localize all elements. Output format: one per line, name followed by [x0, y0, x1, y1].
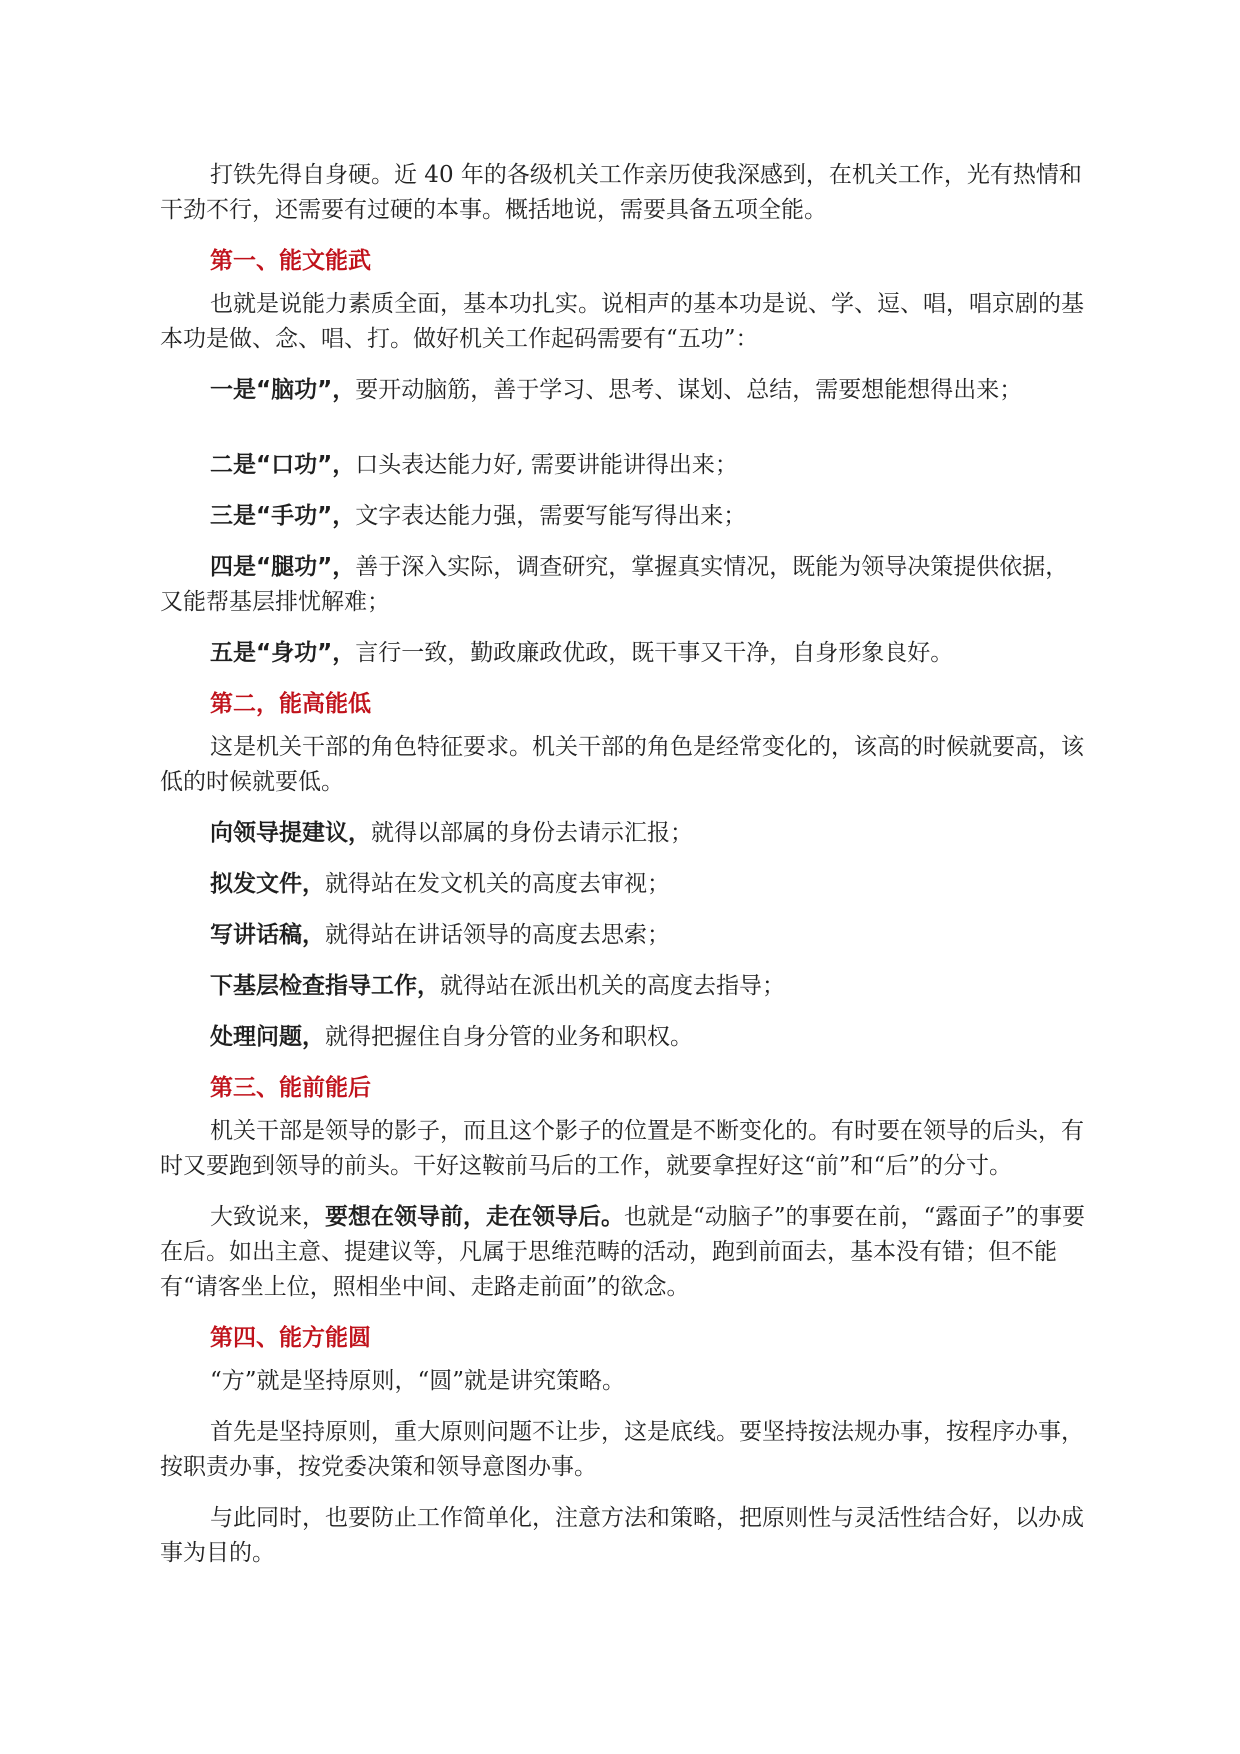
section-1-item-2 [160, 448, 1090, 483]
item-lead: 一是“脑功”， [210, 377, 356, 403]
item-text: 文字表达能力强，需要写能写得出来； [355, 503, 747, 529]
item-text: 要开动脑筋，善于学习、思考、谋划、总结，需要想能想得出来； [355, 377, 1023, 403]
item-lead: 三是“手功”， [210, 503, 356, 529]
section-1-paragraph: 也就是说能力素质全面，基本功扎实。说相声的基本功是说、学、逗、唱，唱京剧的基本功是做、念、唱、打。做好机关工作起码需要有“五功”： [160, 291, 1084, 352]
item-lead: 四是“腿功”， [210, 554, 356, 580]
section-1-item-1 [160, 373, 1090, 408]
para-text: 大致说来， [210, 1204, 325, 1230]
section-2-heading: 第二，能高能低 [210, 691, 371, 717]
section-2-item-1 [160, 816, 1090, 851]
section-1-item-3 [160, 499, 1090, 534]
section-3-paragraph: 机关干部是领导的影子，而且这个影子的位置是不断变化的。有时要在领导的后头，有时又要跑到领导的前头。干好这鞍前马后的工作，就要拿捏好这“前”和“后”的分寸。 [160, 1118, 1084, 1179]
section-2-item-5 [160, 1020, 1090, 1055]
item-text: 就得把握住自身分管的业务和职权。 [325, 1024, 693, 1050]
section-2-paragraph: 这是机关干部的角色特征要求。机关干部的角色是经常变化的，该高的时候就要高，该低的时候就要低。 [160, 734, 1084, 795]
section-2-item-4 [160, 969, 1090, 1004]
item-lead: 二是“口功”， [210, 452, 356, 478]
section-4-paragraph-3: 与此同时，也要防止工作简单化，注意方法和策略，把原则性与灵活性结合好，以办成事为目的。 [160, 1505, 1084, 1566]
item-lead: 向领导提建议， [210, 820, 371, 846]
section-3-paragraph-2 [160, 1200, 1090, 1305]
item-text: 就得站在发文机关的高度去审视； [325, 871, 670, 897]
item-lead: 处理问题， [210, 1024, 325, 1050]
item-text: 就得站在讲话领导的高度去思索； [325, 922, 670, 948]
section-1-item-5 [160, 636, 1090, 671]
item-lead: 拟发文件， [210, 871, 325, 897]
section-3-heading: 第三、能前能后 [210, 1075, 371, 1101]
para-text: 也就是“动脑子”的事要在前，“露面子”的事要在后。如出主意、提建议等，凡属于思维范畴的活动，跑到前面去，基本没有错；但不能有“请客坐上位，照相坐中间、走路走前面”的欲念。 [160, 1204, 1086, 1300]
item-text: 善于深入实际，调查研究，掌握真实情况，既能为领导决策提供依据，又能帮基层排忧解难； [160, 554, 1069, 615]
section-4-heading: 第四、能方能圆 [210, 1325, 371, 1351]
item-text: 就得以部属的身份去请示汇报； [371, 820, 693, 846]
section-1-item-4 [160, 550, 1090, 620]
intro-paragraph: 打铁先得自身硬。近 40 年的各级机关工作亲历使我深感到，在机关工作，光有热情和干劲不行，还需要有过硬的本事。概括地说，需要具备五项全能。 [160, 162, 1082, 223]
para-emphasis: 要想在领导前，走在领导后。 [325, 1204, 624, 1230]
section-2-item-2 [160, 867, 1090, 902]
section-1-heading: 第一、能文能武 [210, 248, 371, 274]
item-text: 言行一致，勤政廉政优政，既干事又干净，自身形象良好。 [355, 640, 954, 666]
item-lead: 写讲话稿， [210, 922, 325, 948]
section-4-paragraph-1: “方”就是坚持原则，“圆”就是讲究策略。 [210, 1368, 626, 1394]
item-text: 就得站在派出机关的高度去指导； [440, 973, 785, 999]
item-lead: 五是“身功”， [210, 640, 356, 666]
item-text: 口头表达能力好, 需要讲能讲得出来； [355, 452, 738, 478]
item-lead: 下基层检查指导工作， [210, 973, 440, 999]
section-4-paragraph-2: 首先是坚持原则，重大原则问题不让步，这是底线。要坚持按法规办事，按程序办事，按职责办事，按党委决策和领导意图办事。 [160, 1419, 1084, 1480]
section-2-item-3 [160, 918, 1090, 953]
